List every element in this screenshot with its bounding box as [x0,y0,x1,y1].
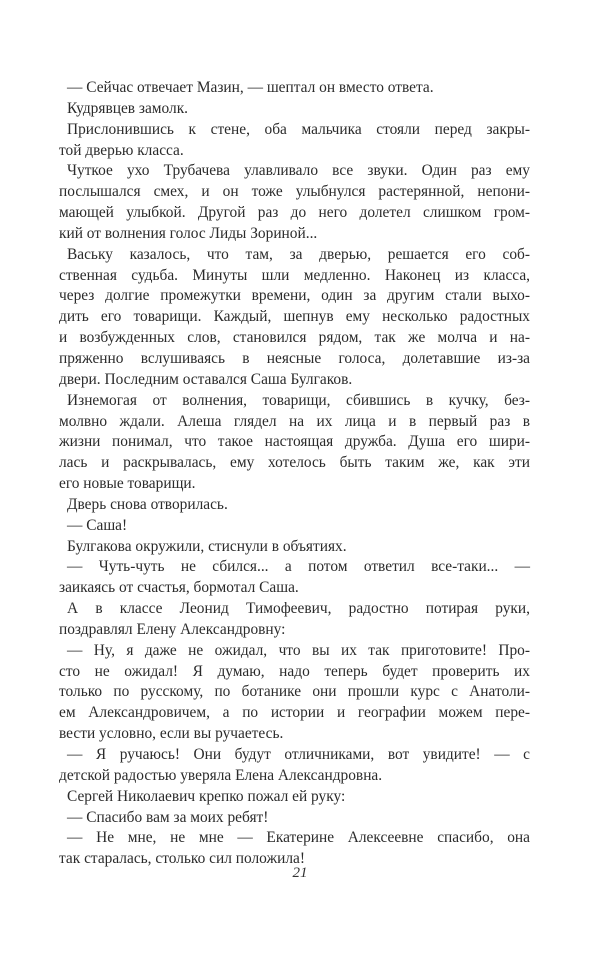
text-line: молвно ждали. Алеша глядел на их лица и в первый раз в [59,412,530,430]
text-line: заикаясь от счастья, бормотал Саша. [59,579,299,597]
text-line: детской радостью уверяла Елена Александровна. [59,766,383,784]
text-line: кий от волнения голос Лиды Зориной... [59,224,318,242]
text-line: пряженно вслушиваясь в неясные голоса, долетавшие из-за [59,349,530,367]
text-line: Кудрявцев замолк. [67,99,189,117]
text-line: А в классе Леонид Тимофеевич, радостно потирая руки, [67,600,530,618]
text-line: его новые товарищи. [59,475,196,493]
text-line: Булгакова окружили, стиснули в объятиях. [67,537,347,555]
text-line: Ваську казалось, что там, за дверью, решается его соб- [67,245,530,263]
text-line: — Спасибо вам за моих ребят! [67,808,269,826]
text-line: — Не мне, не мне — Екатерине Алексеевне спасибо, она [67,829,530,847]
text-line: послышался смех, и он тоже улыбнулся растерянной, непони- [59,183,530,201]
text-line: Прислонившись к стене, оба мальчика стояли перед закры- [67,120,530,138]
text-line: — Чуть-чуть не сбился... а потом ответил все-таки... — [67,558,530,576]
text-line: той дверью класса. [59,141,184,159]
text-line: через долгие промежутки времени, один за другим стали выхо- [59,287,530,305]
text-line: так старалась, столько сил положила! [59,850,305,868]
text-line: ем Александровичем, а по истории и географии можем пере- [59,704,530,722]
text-line: Изнемогая от волнения, товарищи, сбившись в кучку, без- [67,391,530,409]
text-line: Сергей Николаевич крепко пожал ей руку: [67,787,346,805]
text-line: Дверь снова отворилась. [67,495,228,513]
text-line: — Саша! [67,516,128,534]
text-line: — Сейчас отвечает Мазин, — шептал он вместо ответа. [67,79,434,96]
page-number: 21 [292,865,308,881]
text-line: ственная судьба. Минуты шли медленно. Наконец из класса, [59,266,530,284]
text-line: — Я ручаюсь! Они будут отличниками, вот увидите! — с [67,746,530,763]
text-line: жизни понимал, что такое настоящая дружба. Душа его шири- [59,433,530,451]
text-line: сто не ожидал! Я думаю, надо теперь будет проверить их [59,662,530,680]
book-page-text [59,78,530,870]
text-line: двери. Последним оставался Саша Булгаков. [59,370,353,388]
text-line: Чуткое ухо Трубачева улавливало все звуки. Один раз ему [67,162,530,180]
text-line: только по русскому, по ботанике они прошли курс с Анатоли- [59,683,530,701]
text-line: дить его товарищи. Каждый, шепнув ему несколько радостных [59,308,530,326]
text-line: лась и раскрывалась, ему хотелось быть таким же, как эти [59,454,530,472]
text-line: мающей улыбкой. Другой раз до него долетел слишком гром- [59,204,530,222]
text-line: вести условно, если вы ручаетесь. [59,725,284,743]
text-line: и возбужденных слов, становился рядом, так же молча и на- [59,329,530,347]
text-line: — Ну, я даже не ожидал, что вы их так приготовите! Про- [67,641,530,659]
text-line: поздравлял Елену Александровну: [59,620,286,638]
